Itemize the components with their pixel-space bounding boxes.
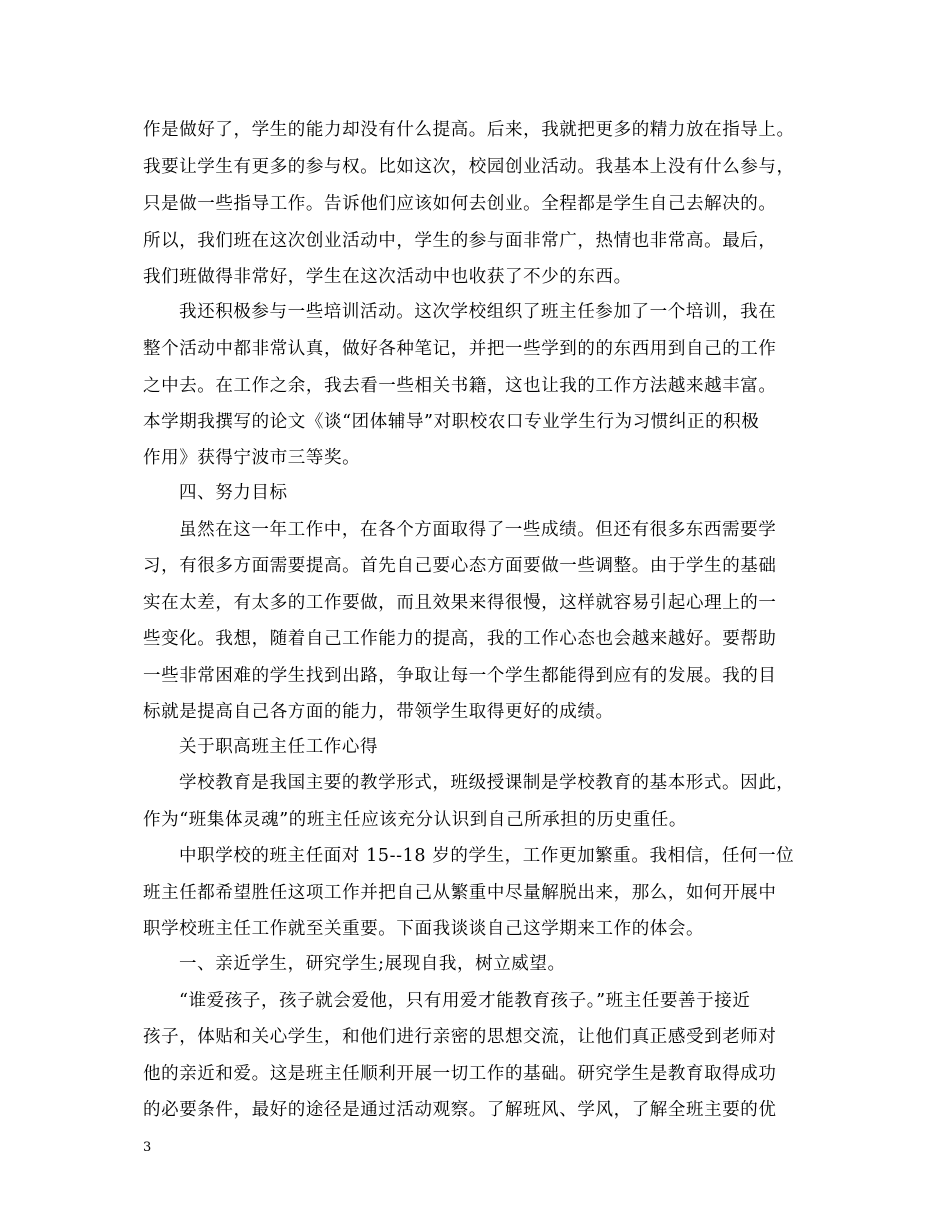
text-line: 我们班做得非常好，学生在这次活动中也收获了不少的东西。 bbox=[143, 267, 632, 287]
section-heading: 一、亲近学生，研究学生;展现自我，树立威望。 bbox=[179, 954, 566, 974]
paragraph-first-line: 虽然在这一年工作中，在各个方面取得了一些成绩。但还有很多东西需要学 bbox=[179, 520, 777, 540]
text-line: 班主任都希望胜任这项工作并把自己从繁重中尽量解脱出来，那么，如何开展中 bbox=[143, 883, 777, 903]
section-heading: 四、努力目标 bbox=[179, 483, 288, 503]
text-line: 一些非常困难的学生找到出路，争取让每一个学生都能得到应有的发展。我的目 bbox=[143, 666, 777, 686]
text-line: 作用》获得宁波市三等奖。 bbox=[143, 448, 361, 468]
text-line: 标就是提高自己各方面的能力，带领学生取得更好的成绩。 bbox=[143, 702, 614, 722]
paragraph-first-line: 我还积极参与一些培训活动。这次学校组织了班主任参加了一个培训，我在 bbox=[179, 302, 777, 322]
text-line: 整个活动中都非常认真，做好各种笔记，并把一些学到的的东西用到自己的工作 bbox=[143, 339, 777, 359]
article-title: 关于职高班主任工作心得 bbox=[179, 737, 379, 757]
text-line: 他的亲近和爱。这是班主任顺利开展一切工作的基础。研究学生是教育取得成功 bbox=[143, 1064, 777, 1084]
text-line: 之中去。在工作之余，我去看一些相关书籍，这也让我的工作方法越来越丰富。 bbox=[143, 376, 777, 396]
text-line: 作是做好了，学生的能力却没有什么提高。后来，我就把更多的精力放在指导上。 bbox=[143, 120, 795, 140]
text-line: 孩子，体贴和关心学生，和他们进行亲密的思想交流，让他们真正感受到老师对 bbox=[143, 1027, 777, 1047]
text-line: 作为“班集体灵魂”的班主任应该充分认识到自己所承担的历史重任。 bbox=[143, 810, 687, 830]
text-line: 实在太差，有太多的工作要做，而且效果来得很慢，这样就容易引起心理上的一 bbox=[143, 593, 777, 613]
paragraph-first-line: “谁爱孩子，孩子就会爱他，只有用爱才能教育孩子。”班主任要善于接近 bbox=[179, 991, 751, 1011]
text-line: 习，有很多方面需要提高。首先自己要心态方面要做一些调整。由于学生的基础 bbox=[143, 556, 777, 576]
text-line: 的必要条件，最好的途径是通过活动观察。了解班风、学风，了解全班主要的优 bbox=[143, 1100, 777, 1120]
text-line: 所以，我们班在这次创业活动中，学生的参与面非常广，热情也非常高。最后， bbox=[143, 231, 777, 251]
text-line: 本学期我撰写的论文《谈“团体辅导”对职校农口专业学生行为习惯纠正的积极 bbox=[143, 412, 760, 432]
paragraph-first-line: 中职学校的班主任面对 15--18 岁的学生，工作更加繁重。我相信，任何一位 bbox=[179, 846, 795, 866]
text-line: 我要让学生有更多的参与权。比如这次，校园创业活动。我基本上没有什么参与， bbox=[143, 157, 795, 177]
text-line: 职学校班主任工作就至关重要。下面我谈谈自己这学期来工作的体会。 bbox=[143, 919, 705, 939]
page-number: 3 bbox=[143, 1140, 152, 1155]
text-line: 只是做一些指导工作。告诉他们应该如何去创业。全程都是学生自己去解决的。 bbox=[143, 194, 777, 214]
paragraph-first-line: 学校教育是我国主要的教学形式，班级授课制是学校教育的基本形式。因此， bbox=[179, 773, 795, 793]
text-line: 些变化。我想，随着自己工作能力的提高，我的工作心态也会越来越好。要帮助 bbox=[143, 629, 777, 649]
